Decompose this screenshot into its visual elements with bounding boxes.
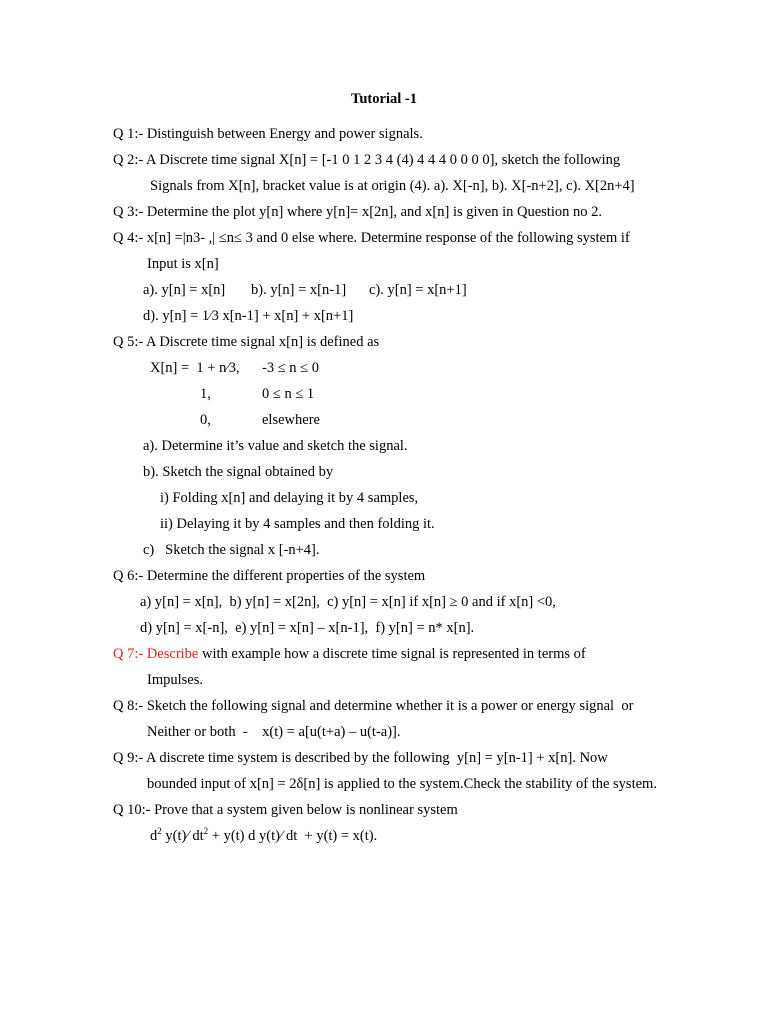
q10-text: Q 10:- Prove that a system given below is nonlinear system <box>113 802 458 818</box>
eq-sup-1: 2 <box>157 826 162 836</box>
q5-definition-2: 1, <box>200 386 211 402</box>
q5-part-b-ii: ii) Delaying it by 4 samples and then folding it. <box>160 516 435 532</box>
eq-sup-2: 2 <box>203 826 209 836</box>
q8-text: Q 8:- Sketch the following signal and determine whether it is a power or energy signal or <box>113 698 634 714</box>
eq-mid: y(t)⁄ dt <box>161 828 204 844</box>
q4-option-c: c). y[n] = x[n+1] <box>369 282 467 298</box>
q5-definition-3: 0, <box>200 412 211 428</box>
q2-text: Q 2:- A Discrete time signal X[n] = [-1 0 1 2 3 4 (4) 4 4 4 0 0 0 0], sketch the following <box>113 152 621 168</box>
q5-text: Q 5:- A Discrete time signal x[n] is defined as <box>113 334 380 350</box>
q5-range-3: elsewhere <box>262 412 320 428</box>
q10-equation <box>150 827 377 845</box>
q4-option-a: a). y[n] = x[n] <box>143 282 226 298</box>
page-title: Tutorial -1 <box>351 91 417 107</box>
q6-systems-1: a) y[n] = x[n], b) y[n] = x[2n], c) y[n] = x[n] if x[n] ≥ 0 and if x[n] <0, <box>140 594 556 610</box>
eq-d: d <box>150 828 158 844</box>
q5-range-2: 0 ≤ n ≤ 1 <box>262 386 315 402</box>
q7-text <box>113 645 586 663</box>
q4-text-cont: Input is x[n] <box>147 256 219 272</box>
q9-text-cont: bounded input of x[n] = 2δ[n] is applied to the system.Check the stability of the system. <box>147 776 657 792</box>
q1-text: Q 1:- Distinguish between Energy and power signals. <box>113 126 423 142</box>
q6-systems-2: d) y[n] = x[-n], e) y[n] = x[n] – x[n-1], f) y[n] = n* x[n]. <box>140 620 475 636</box>
q3-text: Q 3:- Determine the plot y[n] where y[n]= x[2n], and x[n] is given in Question no 2. <box>113 204 602 220</box>
q5-definition-1: X[n] = 1 + n⁄3, <box>150 360 240 376</box>
eq-end: + y(t) d y(t)⁄ dt + y(t) = x(t). <box>208 828 378 844</box>
q4-option-d: d). y[n] = 1⁄3 x[n-1] + x[n] + x[n+1] <box>143 308 354 324</box>
q6-text: Q 6:- Determine the different properties of the system <box>113 568 426 584</box>
q4-option-b: b). y[n] = x[n-1] <box>251 282 347 298</box>
q5-part-a: a). Determine it’s value and sketch the signal. <box>143 438 408 454</box>
q8-text-cont: Neither or both - x(t) = a[u(t+a) – u(t-a)]. <box>147 724 401 740</box>
q5-part-b-i: i) Folding x[n] and delaying it by 4 samples, <box>160 490 419 506</box>
q5-range-1: -3 ≤ n ≤ 0 <box>262 360 319 376</box>
q7-rest: with example how a discrete time signal is represented in terms of <box>198 646 586 662</box>
q4-text: Q 4:- x[n] =|n3- ,| ≤n≤ 3 and 0 else where. Determine response of the following system if <box>113 230 630 246</box>
q7-highlight: Q 7:- Describe <box>113 646 199 662</box>
q7-text-cont: Impulses. <box>147 672 203 688</box>
q9-text: Q 9:- A discrete time system is described by the following y[n] = y[n-1] + x[n]. Now <box>113 750 608 766</box>
q5-part-c: c) Sketch the signal x [-n+4]. <box>143 542 320 558</box>
q5-part-b: b). Sketch the signal obtained by <box>143 464 334 480</box>
q2-text-cont: Signals from X[n], bracket value is at origin (4). a). X[-n], b). X[-n+2], c). X[2n+4] <box>150 178 635 194</box>
